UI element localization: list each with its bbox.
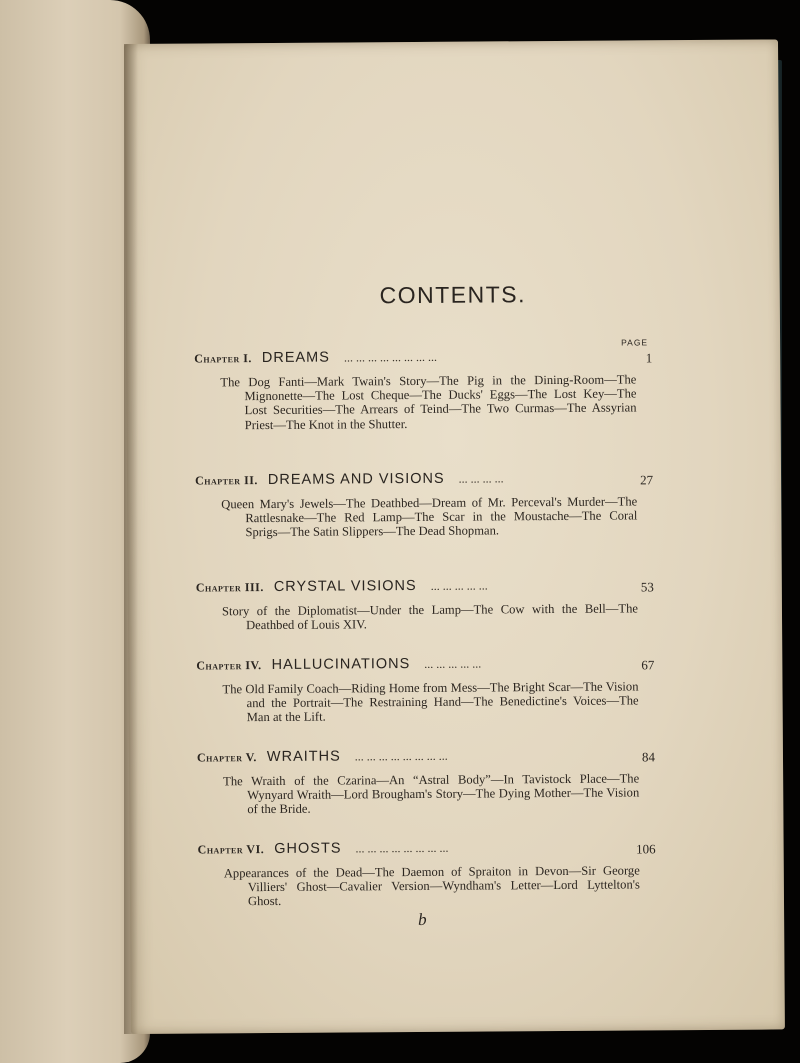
leader-dots: ... ... ... ... xyxy=(458,471,504,486)
chapter-entry-2 xyxy=(195,468,654,540)
chapter-title: HALLUCINATIONS xyxy=(271,656,411,673)
chapter-title: DREAMS AND VISIONS xyxy=(267,470,445,489)
chapter-page-number: 27 xyxy=(640,472,654,488)
chapter-heading xyxy=(194,346,653,371)
leader-dots: ... ... ... ... ... ... ... ... xyxy=(354,748,448,764)
chapter-page-number: 67 xyxy=(641,657,655,673)
chapter-entry-1 xyxy=(194,346,653,432)
page-gutter-shadow xyxy=(124,44,138,1034)
chapter-description: Appearances of the Dead—The Daemon of Spraiton in Devon—Sir George Villiers' Ghost—Cavalier Version—Wyndham's Letter—Lord Lyttelton's Ghost. xyxy=(223,863,640,909)
chapter-label: Chapter VI. xyxy=(197,842,265,857)
chapter-label: Chapter II. xyxy=(195,473,258,488)
chapter-page-number: 106 xyxy=(636,841,656,857)
chapter-entry-6 xyxy=(197,837,656,909)
chapter-title: GHOSTS xyxy=(274,840,342,857)
chapter-entry-3 xyxy=(195,575,654,633)
page-column-header: PAGE xyxy=(621,337,649,348)
chapter-label: Chapter IV. xyxy=(196,658,262,673)
chapter-heading xyxy=(196,745,656,770)
chapter-page-number: 84 xyxy=(641,749,656,765)
chapter-description: The Wraith of the Czarina—An “Astral Body”—In Tavistock Place—The Wynyard Wraith—Lord Brougham's Story—The Dying Mother—The Vision of the Bride. xyxy=(223,771,640,817)
chapter-entry-5 xyxy=(196,745,656,817)
leader-dots: ... ... ... ... ... xyxy=(424,656,482,671)
signature-mark: b xyxy=(418,909,427,929)
chapter-heading xyxy=(195,575,654,600)
contents-page xyxy=(124,39,785,1034)
chapter-heading xyxy=(197,837,656,862)
chapter-description: Story of the Diplomatist—Under the Lamp—The Cow with the Bell—The Deathbed of Louis XIV. xyxy=(221,601,639,633)
chapter-title: DREAMS xyxy=(261,349,330,367)
chapter-page-number: 53 xyxy=(640,579,654,595)
chapter-description: The Old Family Coach—Riding Home from Mess—The Bright Scar—The Vision and the Portrait—The Restraining Hand—The Benedictine's Voices—The Man at the Lift. xyxy=(222,679,639,725)
chapter-heading xyxy=(196,653,655,678)
leader-dots: ... ... ... ... ... ... ... ... xyxy=(343,349,437,365)
chapter-entry-4 xyxy=(196,653,655,725)
page-title: CONTENTS. xyxy=(379,281,527,309)
chapter-label: Chapter V. xyxy=(196,750,257,765)
leader-dots: ... ... ... ... ... ... ... ... xyxy=(355,840,449,856)
chapter-title: CRYSTAL VISIONS xyxy=(273,577,417,595)
leader-dots: ... ... ... ... ... xyxy=(430,578,488,593)
chapter-page-number: 1 xyxy=(645,350,653,366)
chapter-label: Chapter I. xyxy=(194,351,252,366)
chapter-description: Queen Mary's Jewels—The Deathbed—Dream of Mr. Perceval's Murder—The Rattlesnake—The Red Lamp—The Scar in the Moustache—The Coral Sprigs—The Satin Slippers—The Dead Shopman. xyxy=(221,494,638,540)
chapter-title: WRAITHS xyxy=(266,748,341,766)
chapter-label: Chapter III. xyxy=(195,580,264,595)
chapter-description: The Dog Fanti—Mark Twain's Story—The Pig in the Dining-Room—The Mignonette—The Lost Cheque—The Ducks' Eggs—The Lost Key—The Lost Securities—The Arrears of Teind—The Two Curmas—The Assyrian Priest—The Knot in the Shutter. xyxy=(220,372,637,432)
chapter-heading xyxy=(195,468,654,493)
